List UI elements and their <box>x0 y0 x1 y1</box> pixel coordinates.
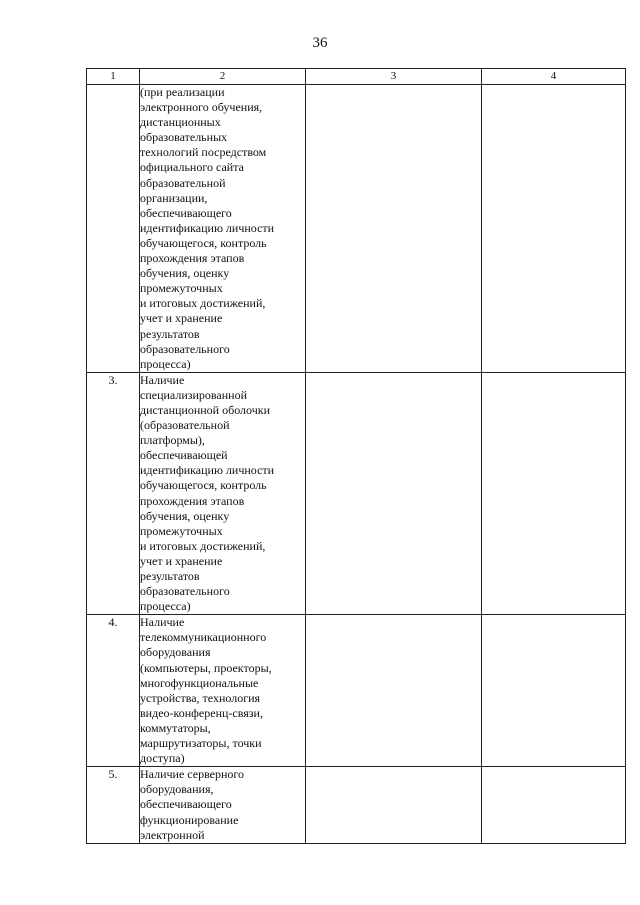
page-number: 36 <box>312 35 328 51</box>
description-line: образовательного <box>140 584 230 599</box>
description-line: обучения, оценку <box>140 266 230 281</box>
description-line: образовательной <box>140 175 226 190</box>
description-line: маршрутизаторы, точки <box>140 736 262 751</box>
description-line: идентификацию личности <box>140 463 275 478</box>
row-number-cell: 4. <box>87 615 140 767</box>
column-header-1: 1 <box>87 69 140 85</box>
description-line: (компьютеры, проекторы, <box>140 660 272 675</box>
description-line: многофункциональные <box>140 675 259 690</box>
description-line: дистанционных <box>140 115 221 130</box>
description-line: учет и хранение <box>140 311 223 326</box>
description-line: образовательных <box>140 130 228 145</box>
description-line: Наличие <box>140 372 185 387</box>
description-line: платформы), <box>140 433 205 448</box>
description-line: результатов <box>140 569 200 583</box>
description-line: электронного обучения, <box>140 100 263 115</box>
description-line: прохождения этапов <box>140 251 245 266</box>
description-line: официального сайта <box>140 160 244 175</box>
description-line: обеспечивающей <box>140 448 228 463</box>
description-line: обеспечивающего <box>140 205 232 220</box>
row-description-cell <box>140 372 306 615</box>
description-line: специализированной <box>140 387 248 402</box>
column-3-cell <box>306 372 482 615</box>
row-description-cell <box>140 615 306 767</box>
description-line: Наличие серверного <box>140 767 245 782</box>
description-line: телекоммуникационного <box>140 630 267 645</box>
description-line: организации, <box>140 190 208 205</box>
requirements-table <box>86 68 626 844</box>
description-line: идентификацию личности <box>140 220 275 235</box>
column-header-2: 2 <box>140 69 306 85</box>
description-line: технологий посредством <box>140 145 267 160</box>
description-line: оборудования, <box>140 782 214 797</box>
table-row <box>87 767 626 843</box>
description-line: обучения, оценку <box>140 508 230 523</box>
column-4-cell <box>482 85 626 373</box>
row-number-cell: 3. <box>87 372 140 615</box>
description-line: (образовательной <box>140 418 230 433</box>
row-description-cell <box>140 767 306 843</box>
description-line: результатов <box>140 326 200 341</box>
description-line: коммутаторы, <box>140 720 211 735</box>
table-row <box>87 372 626 615</box>
description-line: устройства, технология <box>140 690 261 705</box>
description-line: и итоговых достижений, <box>140 296 266 311</box>
row-number-cell <box>87 85 140 373</box>
column-3-cell <box>306 85 482 373</box>
description-line: обеспечивающего <box>140 797 232 812</box>
column-3-cell <box>306 615 482 767</box>
description-line: процесса) <box>140 356 191 371</box>
description-line: функционирование <box>140 812 239 827</box>
description-line: промежуточных <box>140 523 223 538</box>
column-header-4: 4 <box>482 69 626 85</box>
description-line: оборудования <box>140 645 211 660</box>
description-line: видео-конференц-связи, <box>140 705 263 720</box>
table-row <box>87 615 626 767</box>
description-line: прохождения этапов <box>140 493 245 508</box>
description-line: учет и хранение <box>140 553 223 568</box>
table-header-row <box>87 69 626 85</box>
table-body <box>87 85 626 844</box>
column-4-cell <box>482 372 626 615</box>
description-line: Наличие <box>140 615 185 630</box>
description-line: доступа) <box>140 751 185 766</box>
row-number-cell: 5. <box>87 767 140 843</box>
table-row <box>87 85 626 373</box>
description-line: процесса) <box>140 599 191 614</box>
column-header-3: 3 <box>306 69 482 85</box>
description-line: обучающегося, контроль <box>140 478 267 493</box>
description-line: образовательного <box>140 341 230 356</box>
description-line: (при реализации <box>140 85 225 99</box>
column-4-cell <box>482 767 626 843</box>
column-4-cell <box>482 615 626 767</box>
description-line: обучающегося, контроль <box>140 235 267 250</box>
description-line: дистанционной оболочки <box>140 402 271 417</box>
description-line: промежуточных <box>140 281 223 296</box>
column-3-cell <box>306 767 482 843</box>
description-line: электронной <box>140 827 205 842</box>
row-description-cell <box>140 85 306 373</box>
description-line: и итоговых достижений, <box>140 538 266 553</box>
